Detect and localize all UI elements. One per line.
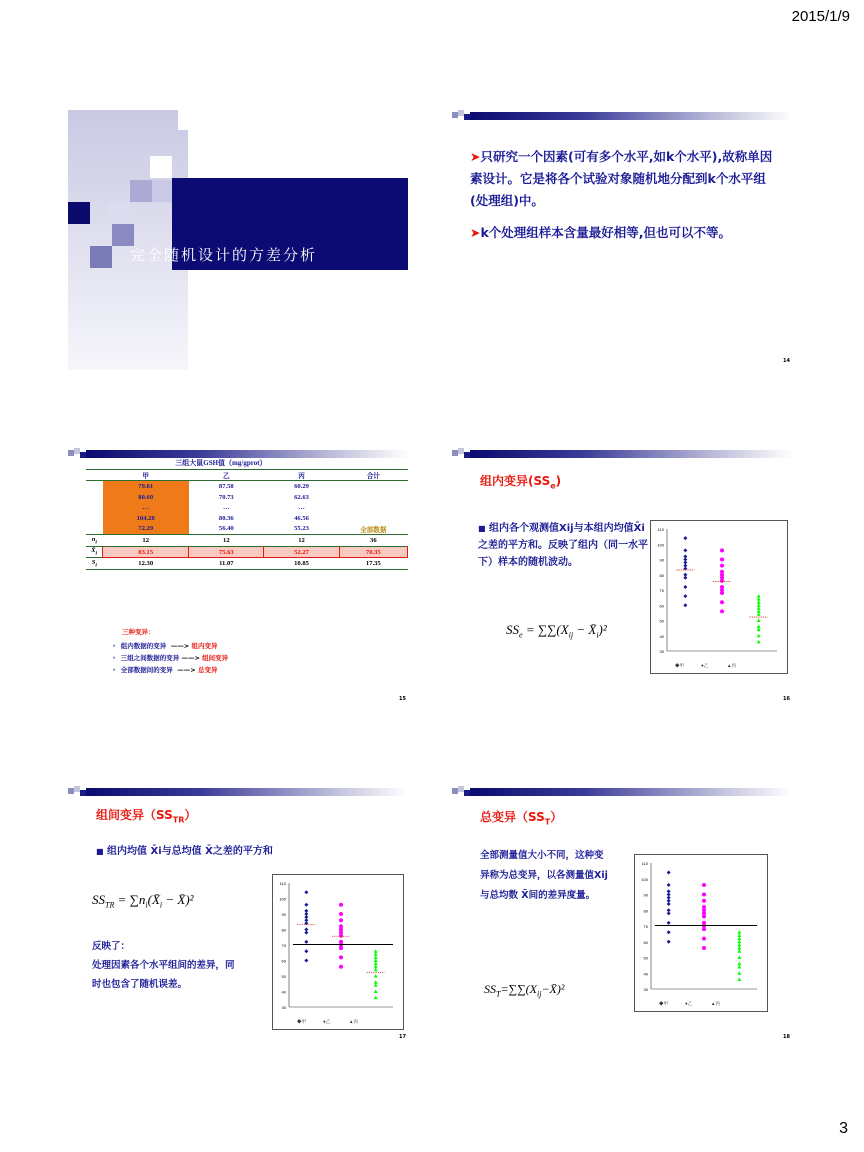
data-point bbox=[339, 965, 343, 969]
data-point bbox=[339, 934, 343, 938]
table-row: $n_i$ 12 12 12 36 bbox=[86, 535, 408, 547]
y-tick-label: 60 bbox=[281, 958, 286, 964]
y-tick-label: 110 bbox=[641, 861, 648, 866]
data-point bbox=[683, 536, 687, 540]
scatter-chart bbox=[272, 874, 404, 1030]
data-point bbox=[757, 634, 761, 638]
page-number: 3 bbox=[839, 1120, 848, 1137]
data-point bbox=[374, 959, 378, 963]
data-point bbox=[339, 918, 343, 922]
legend-item: ▲丙 bbox=[711, 1001, 720, 1006]
data-point bbox=[702, 927, 706, 931]
reflect-title: 反映了： bbox=[92, 941, 131, 952]
data-point bbox=[757, 606, 761, 610]
bullet-1: ➤只研究一个因素(可有多个水平,如k个水平),故称单因素设计。它是将各个试验对象随机地分配到k个水平组(处理组)中。 bbox=[470, 149, 773, 208]
formula-sstr: $SS_{TR}$ = $\sum n_i(X̄_i$ − X̄)² bbox=[92, 892, 194, 910]
data-point bbox=[737, 971, 741, 975]
scatter-chart bbox=[650, 520, 788, 674]
data-point bbox=[667, 870, 671, 874]
table-caption: 三组大鼠GSH值（mg/gprot） bbox=[175, 459, 267, 468]
table-header: 乙 bbox=[189, 469, 264, 481]
table-row: 104.28 80.36 46.56 bbox=[86, 513, 408, 524]
y-tick-label: 50 bbox=[281, 974, 286, 979]
data-point bbox=[757, 640, 761, 644]
y-tick-label: 90 bbox=[659, 557, 664, 563]
table-row: … … … bbox=[86, 502, 408, 513]
data-point bbox=[737, 946, 741, 950]
data-point bbox=[720, 558, 724, 562]
notes-title: 三种变异： bbox=[122, 628, 155, 636]
data-point bbox=[702, 937, 706, 941]
slide-body: ■ 组内各个观测值Xij与本组内均值X̄i之差的平方和。反映了组内（同一水平下）样本的随机波动。 bbox=[478, 523, 648, 568]
data-point bbox=[683, 548, 687, 552]
data-point bbox=[702, 899, 706, 903]
data-point bbox=[374, 968, 378, 972]
slide-18 bbox=[452, 786, 798, 1046]
table-row: $S_i$ 12.30 11.07 10.85 17.35 bbox=[86, 558, 408, 570]
data-point bbox=[702, 883, 706, 887]
notes-list bbox=[112, 640, 228, 676]
y-tick-label: 110 bbox=[279, 881, 286, 886]
y-tick-label: 80 bbox=[643, 908, 648, 914]
data-point bbox=[374, 983, 378, 987]
slide-16 bbox=[452, 448, 798, 708]
data-point bbox=[757, 612, 761, 616]
y-tick-label: 100 bbox=[641, 876, 648, 882]
data-point bbox=[702, 893, 706, 897]
y-tick-label: 60 bbox=[643, 939, 648, 945]
y-tick-label: 60 bbox=[659, 603, 664, 609]
data-point bbox=[757, 594, 761, 598]
y-tick-label: 40 bbox=[659, 633, 664, 639]
y-tick-label: 80 bbox=[281, 927, 286, 933]
data-point bbox=[304, 949, 308, 953]
slide-title: 完全随机设计的方差分析 bbox=[130, 246, 318, 264]
data-point bbox=[667, 921, 671, 925]
data-point bbox=[667, 930, 671, 934]
data-point bbox=[304, 890, 308, 894]
slide-number: 15 bbox=[399, 696, 406, 702]
data-point bbox=[374, 962, 378, 966]
data-point bbox=[304, 931, 308, 935]
scatter-chart bbox=[634, 854, 768, 1012]
bullet-2: ➤k个处理组样本含量最好相等,但也可以不等。 bbox=[470, 225, 732, 240]
slide-17 bbox=[68, 786, 414, 1046]
y-tick-label: 50 bbox=[643, 955, 648, 961]
data-point bbox=[339, 946, 343, 950]
chart-svg bbox=[635, 855, 767, 1011]
data-point bbox=[667, 940, 671, 944]
data-point bbox=[667, 902, 671, 906]
data-point bbox=[374, 996, 378, 1000]
title-bar bbox=[68, 448, 414, 456]
data-point bbox=[304, 903, 308, 907]
data-point bbox=[757, 619, 761, 623]
data-point bbox=[374, 990, 378, 994]
slide-14 bbox=[452, 110, 798, 370]
note-item: • 组内数据的变异 ——> 组内变异 bbox=[112, 642, 218, 650]
data-point bbox=[339, 955, 343, 959]
formula-sst: $SS_T=\sum\sum(X_{ij}-X̄)^2$ bbox=[484, 982, 565, 999]
y-tick-label: 70 bbox=[659, 588, 664, 593]
data-point bbox=[737, 956, 741, 960]
legend-item: ◆甲 bbox=[297, 1019, 306, 1024]
data-point bbox=[737, 933, 741, 937]
legend-item: ▲丙 bbox=[349, 1019, 358, 1024]
slide-body bbox=[470, 146, 782, 244]
note-item: • 三组之间数据的变异 ——> 组间变异 bbox=[112, 654, 229, 662]
y-tick-label: 30 bbox=[659, 649, 664, 654]
data-point bbox=[374, 974, 378, 978]
y-tick-label: 70 bbox=[281, 943, 286, 948]
y-tick-label: 110 bbox=[657, 527, 664, 532]
y-tick-label: 30 bbox=[643, 987, 648, 992]
table-row: 80.60 70.73 62.63 bbox=[86, 492, 408, 503]
data-point bbox=[737, 949, 741, 953]
data-point bbox=[757, 600, 761, 604]
chart-svg bbox=[651, 521, 787, 673]
data-point bbox=[374, 949, 378, 953]
data-point bbox=[683, 585, 687, 589]
legend-item: ◆甲 bbox=[659, 1001, 668, 1006]
data-point bbox=[737, 940, 741, 944]
header-date: 2015/1/9 bbox=[791, 8, 850, 25]
data-point bbox=[374, 980, 378, 984]
y-tick-label: 30 bbox=[281, 1005, 286, 1010]
table-header bbox=[86, 469, 103, 481]
data-point bbox=[339, 903, 343, 907]
y-tick-label: 70 bbox=[643, 924, 648, 929]
title-bar bbox=[68, 786, 414, 794]
table-header: 丙 bbox=[264, 469, 339, 481]
legend-item: ●乙 bbox=[701, 663, 709, 668]
table-header: 甲 bbox=[103, 469, 189, 481]
slide-title: 组内变异$(SS_e)$ bbox=[480, 474, 562, 491]
legend-item: ●乙 bbox=[685, 1001, 693, 1006]
slide-number: 17 bbox=[399, 1034, 406, 1040]
note-item: • 全部数据间的变异 ——> 总变异 bbox=[112, 666, 218, 674]
data-point bbox=[757, 597, 761, 601]
reflect-text: 处理因素各个水平组间的差异，同时也包含了随机误差。 bbox=[92, 960, 235, 990]
data-point bbox=[702, 915, 706, 919]
legend-item: ▲丙 bbox=[727, 663, 736, 668]
y-tick-label: 100 bbox=[279, 896, 286, 902]
data-point bbox=[667, 911, 671, 915]
slide-number: 14 bbox=[783, 358, 790, 364]
data-point bbox=[720, 600, 724, 604]
data-point bbox=[737, 978, 741, 982]
legend-item: ●乙 bbox=[323, 1019, 331, 1024]
data-point bbox=[667, 883, 671, 887]
slide-number: 16 bbox=[783, 696, 790, 702]
data-point bbox=[757, 603, 761, 607]
data-point bbox=[374, 965, 378, 969]
data-point bbox=[304, 940, 308, 944]
table-row: 72.29 56.40 55.23 全部数据 bbox=[86, 524, 408, 535]
chart-svg bbox=[273, 875, 403, 1029]
title-bar bbox=[452, 110, 798, 118]
formula-sse: $SS_e = \sum\sum(X_{ij}$ − $X̄_i)^2$ bbox=[506, 622, 607, 640]
data-point bbox=[683, 576, 687, 580]
data-point bbox=[720, 564, 724, 568]
table-row: $X̄_i$ 83.15 75.63 52.27 70.35 bbox=[86, 546, 408, 558]
y-tick-label: 40 bbox=[643, 971, 648, 977]
y-tick-label: 90 bbox=[643, 892, 648, 898]
title-bar bbox=[452, 448, 798, 456]
table-row: 79.81 87.58 60.29 bbox=[86, 481, 408, 492]
data-point bbox=[374, 955, 378, 959]
y-tick-label: 40 bbox=[281, 989, 286, 995]
title-bar bbox=[452, 786, 798, 794]
data-point bbox=[374, 952, 378, 956]
data-point bbox=[720, 548, 724, 552]
slide-body: 全部测量值大小不同，这种变异称为总变异，以各测量值Xij与总均数 X̄间的差异度量。 bbox=[480, 850, 608, 901]
slide-title: 总变异$(SS_T)$ bbox=[480, 810, 563, 827]
legend-item: ◆甲 bbox=[675, 663, 684, 668]
data-point bbox=[737, 943, 741, 947]
data-point bbox=[720, 609, 724, 613]
slide-bullet: ■ 组内均值 X̄i与总均值 X̄之差的平方和 bbox=[96, 846, 273, 857]
data-point bbox=[737, 937, 741, 941]
y-tick-label: 100 bbox=[657, 542, 664, 548]
data-point bbox=[737, 930, 741, 934]
y-tick-label: 90 bbox=[281, 912, 286, 917]
data-point bbox=[737, 962, 741, 966]
data-point bbox=[683, 594, 687, 598]
data-point bbox=[757, 625, 761, 629]
data-point bbox=[702, 946, 706, 950]
slide-15 bbox=[68, 448, 414, 708]
slide-13 bbox=[68, 110, 414, 370]
data-point bbox=[304, 959, 308, 963]
data-point bbox=[339, 912, 343, 916]
data-point bbox=[757, 609, 761, 613]
gsh-table bbox=[86, 458, 408, 570]
data-point bbox=[683, 603, 687, 607]
y-tick-label: 80 bbox=[659, 572, 664, 578]
data-point bbox=[737, 965, 741, 969]
table-header: 合计 bbox=[339, 469, 407, 481]
slide-title: 组间变异$(SS_{TR})$ bbox=[96, 808, 197, 825]
y-tick-label: 50 bbox=[659, 618, 664, 624]
data-point bbox=[757, 628, 761, 632]
data-point bbox=[720, 579, 724, 583]
data-point bbox=[720, 591, 724, 595]
slide-number: 18 bbox=[783, 1034, 790, 1040]
